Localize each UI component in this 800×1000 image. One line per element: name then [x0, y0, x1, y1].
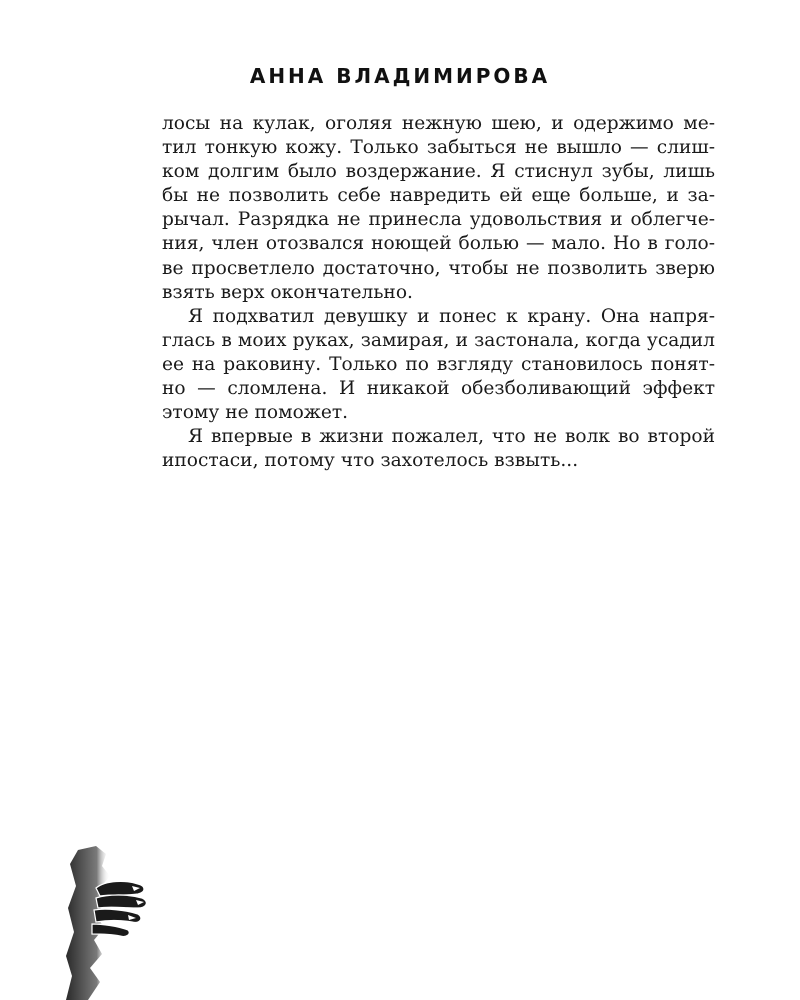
- text-line-12: но — сломлена. И никакой обезболивающий эффект: [162, 378, 715, 400]
- text-line-6: ния, член отозвался ноющей болью — мало. Но в голо-: [162, 233, 715, 255]
- text-line-9: Я подхватил девушку и понес к крану. Она напря-: [188, 305, 715, 327]
- text-line-4: бы не позволить себе навредить ей еще больше, и за-: [162, 185, 715, 207]
- text-line-2: тил тонкую кожу. Только забыться не вышло — слиш-: [162, 137, 715, 159]
- text-line-8: взять верх окончательно.: [162, 281, 413, 303]
- text-line-1: лосы на кулак, оголяя нежную шею, и одержимо ме-: [162, 113, 715, 134]
- running-header-author: АННА ВЛАДИМИРОВА: [249, 64, 551, 88]
- text-line-11: ее на раковину. Только по взгляду становилось понят-: [162, 353, 715, 375]
- text-line-15: ипостаси, потому что захотелось взвыть...: [162, 450, 579, 472]
- clawed-hand-icon: [66, 836, 166, 1000]
- text-line-14: Я впервые в жизни пожалел, что не волк во второй: [188, 426, 715, 448]
- text-line-7: ве просветлело достаточно, чтобы не позволить зверю: [162, 257, 715, 279]
- text-line-13: этому не поможет.: [162, 402, 349, 424]
- body-text: [162, 112, 715, 473]
- text-line-3: ком долгим было воздержание. Я стиснул зубы, лишь: [162, 161, 715, 183]
- text-line-5: рычал. Разрядка не принесла удовольствия и облегче-: [162, 209, 715, 231]
- text-line-10: глась в моих руках, замирая, и застонала, когда усадил: [162, 329, 715, 351]
